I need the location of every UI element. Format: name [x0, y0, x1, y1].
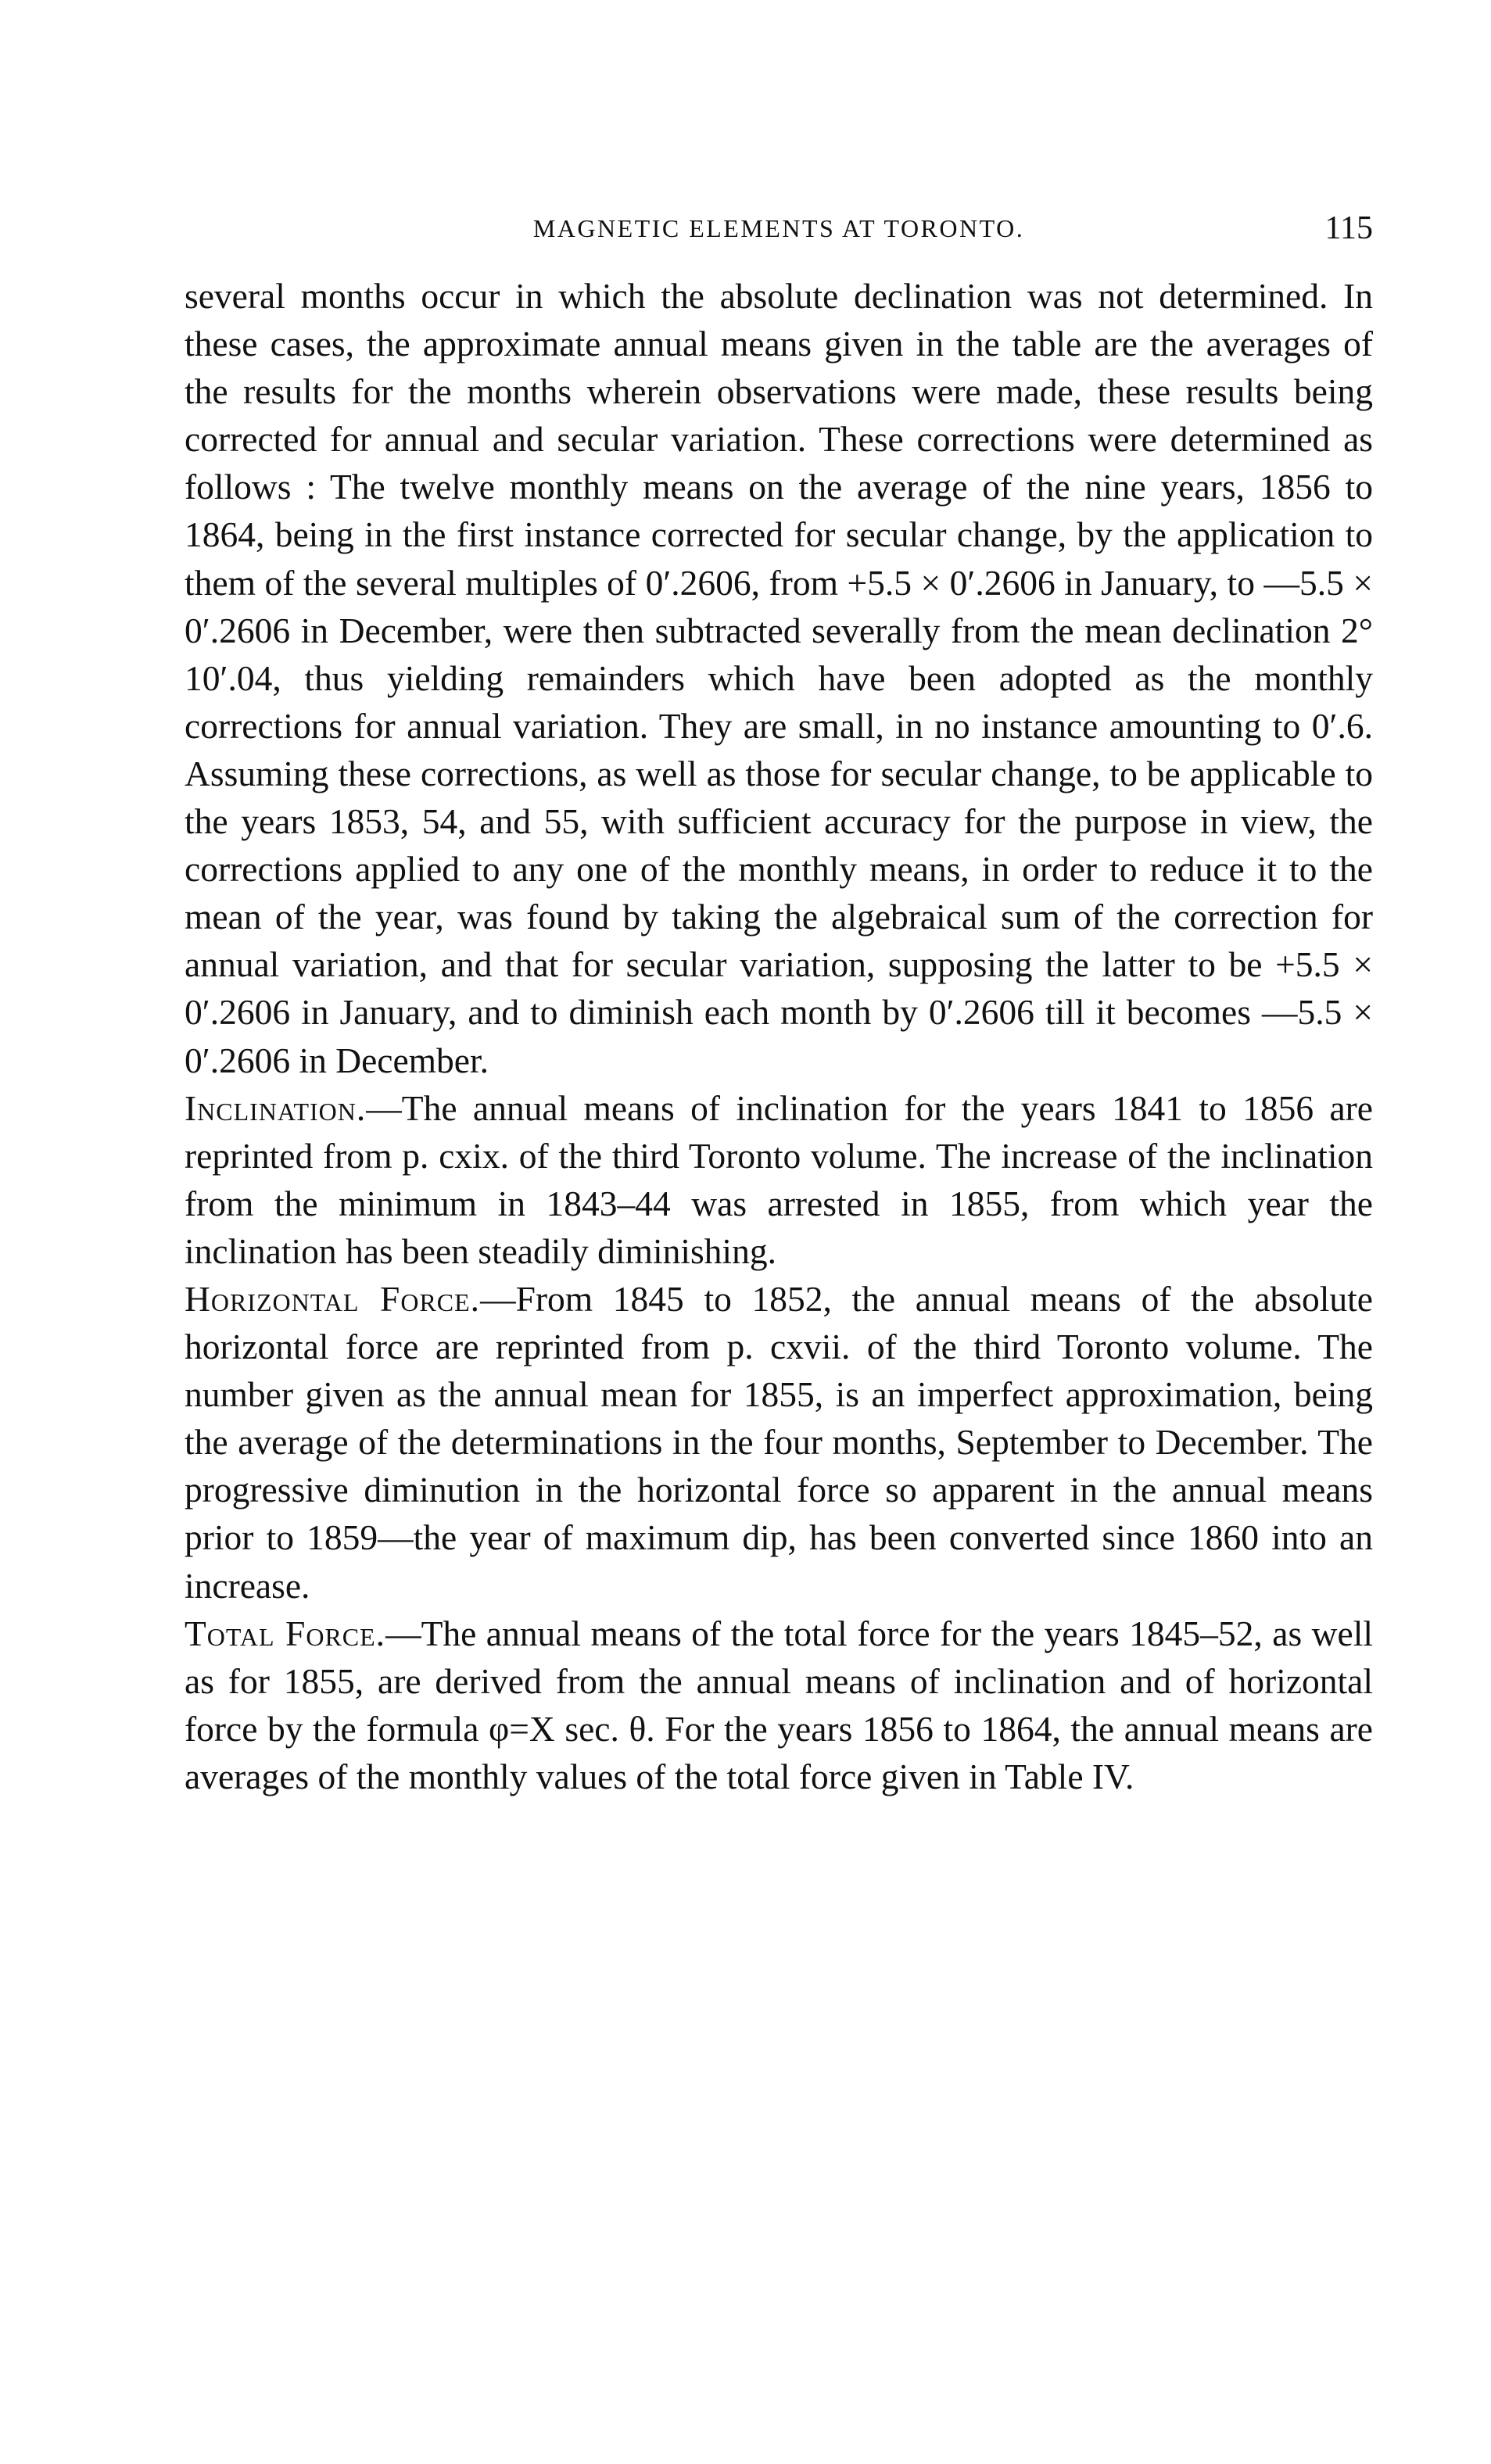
- paragraph-declination-corrections: [185, 272, 1373, 1084]
- paragraph-inclination: [185, 1084, 1373, 1275]
- section-heading-inclination: Inclination.: [185, 1087, 367, 1128]
- paragraph-horizontal-force: [185, 1275, 1373, 1610]
- body-text: [185, 272, 1373, 1800]
- paragraph-text: —From 1845 to 1852, the annual means of the absolute horizontal force are reprinted from p. cxvii. of the third Toronto volume. The number given as the annual mean for 1855, is an imperfect approximation, being the average of the determinations in the four months, September to December. The progressive diminution in the horizontal force so apparent in the annual means prior to 1859—the year of maximum dip, has been converted since 1860 into an increase.: [185, 1278, 1374, 1606]
- section-heading-total-force: Total Force.: [185, 1613, 386, 1653]
- paragraph-text: —The annual means of inclination for the years 1841 to 1856 are reprinted from p. cxix. of the third Toronto volume. The increase of the inclination from the minimum in 1843–44 was arrested in 1855, from which year the inclination has been steadily diminishing.: [185, 1087, 1373, 1271]
- running-title: MAGNETIC ELEMENTS AT TORONTO.: [532, 214, 1025, 242]
- paragraph-text: several months occur in which the absolute declination was not determined. In these cases, the approximate annual means given in the table are the averages of the results for the months wherein observations were made, these results being corrected for annual and secular variation. These corrections were determined as follows : The twelve monthly means on the average of the nine years, 1856 to 1864, being in the first instance corrected for secular change, by the application to them of the several multiples of 0′.2606, from +5.5 × 0′.2606 in January, to —5.5 × 0′.2606 in December, were then subtracted severally from the mean declination 2° 10′.04, thus yielding remainders which have been adopted as the monthly corrections for annual variation. They are small, in no instance amounting to 0′.6. Assuming these corrections, as well as those for secular change, to be applicable to the years 1853, 54, and 55, with sufficient accuracy for the purpose in view, the corrections applied to any one of the monthly means, in order to reduce it to the mean of the year, was found by taking the algebraical sum of the correction for annual variation, and that for secular variation, supposing the latter to be +5.5 × 0′.2606 in January, and to diminish each month by 0′.2606 till it becomes —5.5 × 0′.2606 in December.: [185, 276, 1373, 1080]
- section-heading-horizontal-force: Horizontal Force.: [185, 1278, 481, 1319]
- paragraph-text: —The annual means of the total force for the years 1845–52, as well as for 1855, are derived from the annual means of inclination and of horizontal force by the formula φ=X sec. θ. For the years 1856 to 1864, the annual means are averages of the monthly values of the total force given in Table IV.: [185, 1613, 1373, 1796]
- paragraph-total-force: [185, 1610, 1373, 1800]
- page-number: 115: [1324, 210, 1373, 246]
- running-head: [185, 205, 1373, 252]
